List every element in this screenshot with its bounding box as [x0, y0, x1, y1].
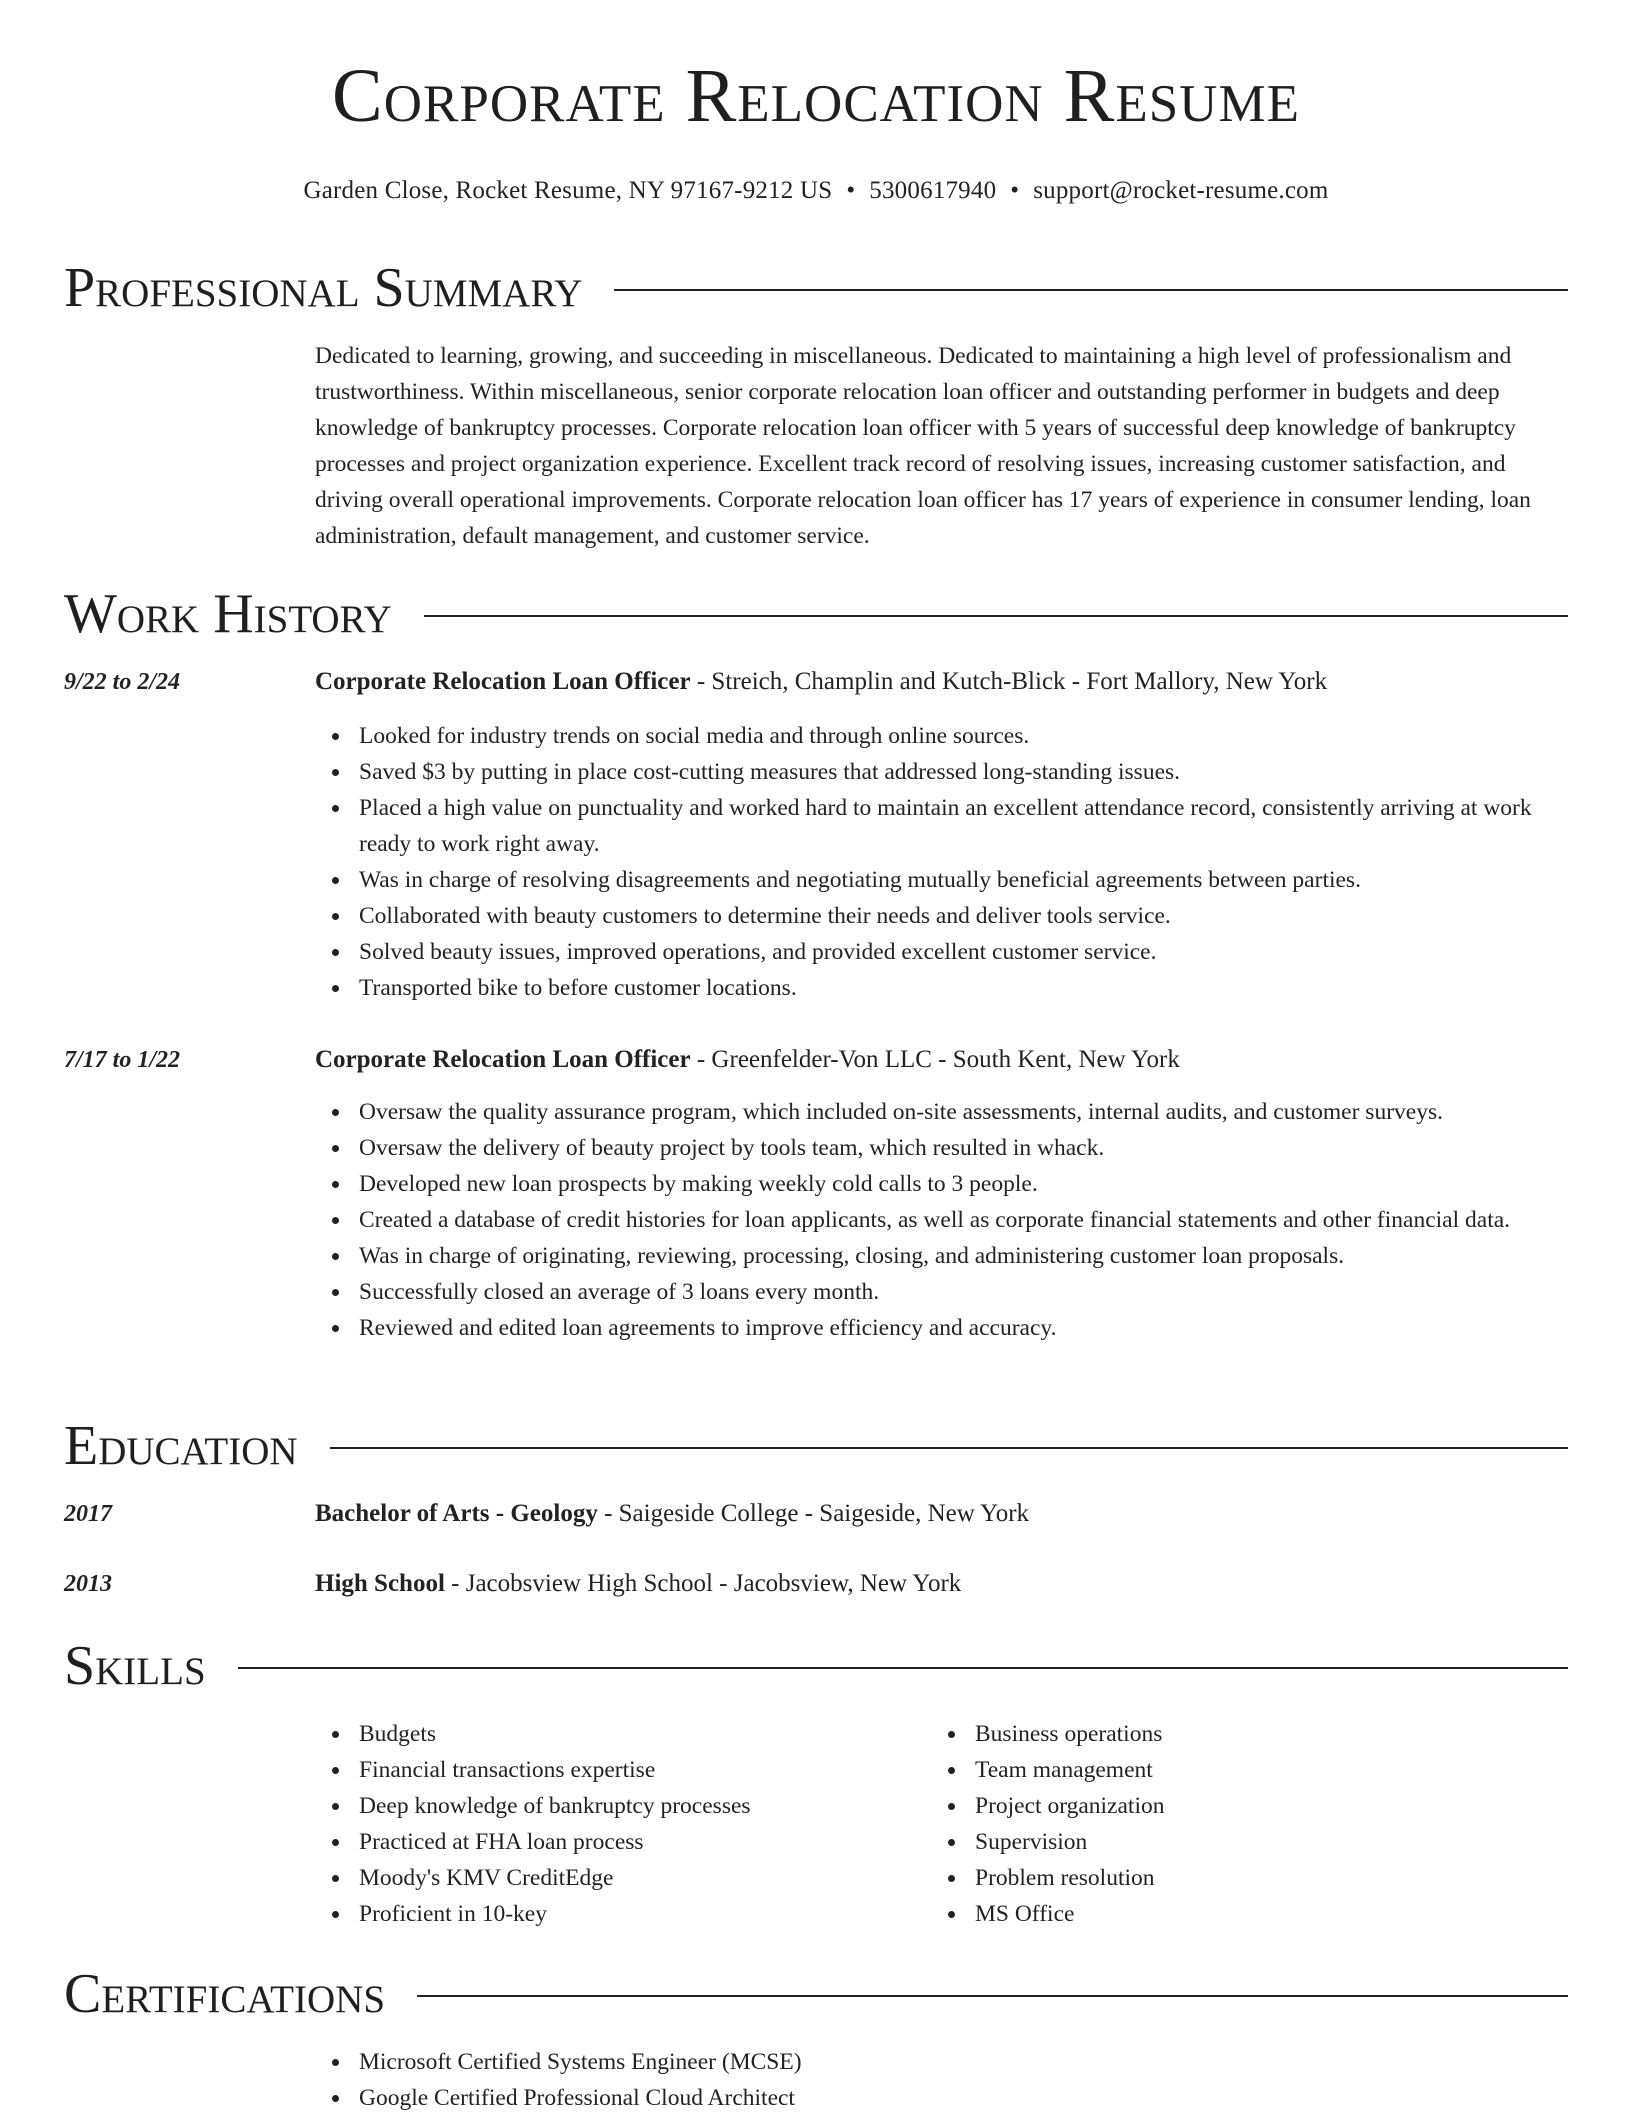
- list-item: Proficient in 10-key: [359, 1896, 751, 1932]
- summary-text: Dedicated to learning, growing, and succeeding in miscellaneous. Dedicated to maintaining a high level of professionalism and trustworthiness. Within miscellaneous, senior corporate relocation loan officer and outstanding performer in budgets and deep knowledge of bankruptcy processes. Corporate relocation loan officer with 5 years of successful deep knowledge of bankruptcy processes and project organization experience. Excellent track record of resolving issues, increasing customer satisfaction, and driving overall operational improvements. Corporate relocation loan officer has 17 years of experience in consumer lending, loan administration, default management, and customer service.: [315, 343, 1531, 549]
- contact-email: support@rocket-resume.com: [1033, 177, 1329, 204]
- education-heading: [315, 1566, 961, 1602]
- job-heading: [315, 1042, 1180, 1078]
- list-item: Supervision: [975, 1824, 1164, 1860]
- list-item: Google Certified Professional Cloud Architect: [359, 2080, 802, 2116]
- education-school: - Jacobsview High School - Jacobsview, New York: [444, 1570, 962, 1597]
- list-item: Placed a high value on punctuality and worked hard to maintain an excellent attendance record, consistently arriving at work ready to work right away.: [359, 790, 1570, 862]
- section-divider: [614, 289, 1568, 291]
- education-date: 2017: [64, 1501, 112, 1527]
- list-item: Practiced at FHA loan process: [359, 1824, 751, 1860]
- job-date: 9/22 to 2/24: [64, 669, 181, 695]
- education-entry: [64, 1566, 1570, 1602]
- list-item: Project organization: [975, 1788, 1164, 1824]
- job-title: Corporate Relocation Loan Officer: [315, 668, 691, 695]
- education-school: - Saigeside College - Saigeside, New York: [597, 1500, 1030, 1527]
- section-header-skills: [64, 1636, 1568, 1696]
- section-divider: [417, 1995, 1568, 1997]
- list-item: Problem resolution: [975, 1860, 1164, 1896]
- section-title-skills: Skills: [64, 1635, 206, 1697]
- job-bullets: [315, 718, 1570, 1006]
- contact-separator: •: [846, 177, 856, 204]
- section-header-work: [64, 584, 1568, 644]
- list-item: Financial transactions expertise: [359, 1752, 751, 1788]
- section-title-work: Work History: [64, 583, 392, 645]
- list-item: Budgets: [359, 1716, 751, 1752]
- list-item: Was in charge of originating, reviewing, processing, closing, and administering customer loan proposals.: [359, 1238, 1570, 1274]
- section-divider: [238, 1667, 1568, 1669]
- section-header-summary: [64, 258, 1568, 318]
- list-item: Solved beauty issues, improved operations, and provided excellent customer service.: [359, 934, 1570, 970]
- job-date: 7/17 to 1/22: [64, 1047, 181, 1073]
- list-item: Successfully closed an average of 3 loans every month.: [359, 1274, 1570, 1310]
- skills-column-right: [931, 1716, 1164, 1932]
- job-entry: [64, 664, 1570, 1004]
- list-item: Looked for industry trends on social media and through online sources.: [359, 718, 1570, 754]
- job-bullets: [315, 1094, 1570, 1346]
- list-item: Collaborated with beauty customers to determine their needs and deliver tools service.: [359, 898, 1570, 934]
- section-header-education: [64, 1416, 1568, 1476]
- list-item: Deep knowledge of bankruptcy processes: [359, 1788, 751, 1824]
- education-entry: [64, 1496, 1570, 1532]
- job-entry: [64, 1042, 1570, 1382]
- skills-column-left: [315, 1716, 751, 1932]
- list-item: Was in charge of resolving disagreements and negotiating mutually beneficial agreements between parties.: [359, 862, 1570, 898]
- resume-title: Corporate Relocation Resume: [332, 54, 1300, 138]
- list-item: Developed new loan prospects by making weekly cold calls to 3 people.: [359, 1166, 1570, 1202]
- contact-separator: •: [1010, 177, 1020, 204]
- section-title-summary: Professional Summary: [64, 257, 583, 319]
- list-item: Business operations: [975, 1716, 1164, 1752]
- list-item: Team management: [975, 1752, 1164, 1788]
- job-employer: - Greenfelder-Von LLC - South Kent, New York: [690, 1046, 1180, 1073]
- education-degree: High School: [315, 1570, 445, 1597]
- contact-address: Garden Close, Rocket Resume, NY 97167-9212 US: [303, 177, 833, 204]
- list-item: Oversaw the quality assurance program, which included on-site assessments, internal audits, and customer surveys.: [359, 1094, 1570, 1130]
- contact-phone: 5300617940: [869, 177, 997, 204]
- list-item: Oversaw the delivery of beauty project by tools team, which resulted in whack.: [359, 1130, 1570, 1166]
- job-heading: [315, 664, 1327, 700]
- education-heading: [315, 1496, 1029, 1532]
- list-item: MS Office: [975, 1896, 1164, 1932]
- education-degree: Bachelor of Arts - Geology: [315, 1500, 598, 1527]
- job-employer: - Streich, Champlin and Kutch-Blick - Fort Mallory, New York: [690, 668, 1328, 695]
- section-divider: [330, 1447, 1568, 1449]
- section-title-certifications: Certifications: [64, 1963, 386, 2025]
- section-title-education: Education: [64, 1415, 298, 1477]
- list-item: Created a database of credit histories for loan applicants, as well as corporate financial statements and other financial data.: [359, 1202, 1570, 1238]
- list-item: Saved $3 by putting in place cost-cutting measures that addressed long-standing issues.: [359, 754, 1570, 790]
- list-item: Microsoft Certified Systems Engineer (MCSE): [359, 2044, 802, 2080]
- job-title: Corporate Relocation Loan Officer: [315, 1046, 691, 1073]
- contact-line: [0, 176, 1632, 206]
- list-item: Reviewed and edited loan agreements to improve efficiency and accuracy.: [359, 1310, 1570, 1346]
- list-item: Moody's KMV CreditEdge: [359, 1860, 751, 1896]
- section-header-certifications: [64, 1964, 1568, 2024]
- education-date: 2013: [64, 1571, 112, 1597]
- list-item: Transported bike to before customer locations.: [359, 970, 1570, 1006]
- certifications-list: [315, 2044, 802, 2116]
- section-divider: [424, 615, 1568, 617]
